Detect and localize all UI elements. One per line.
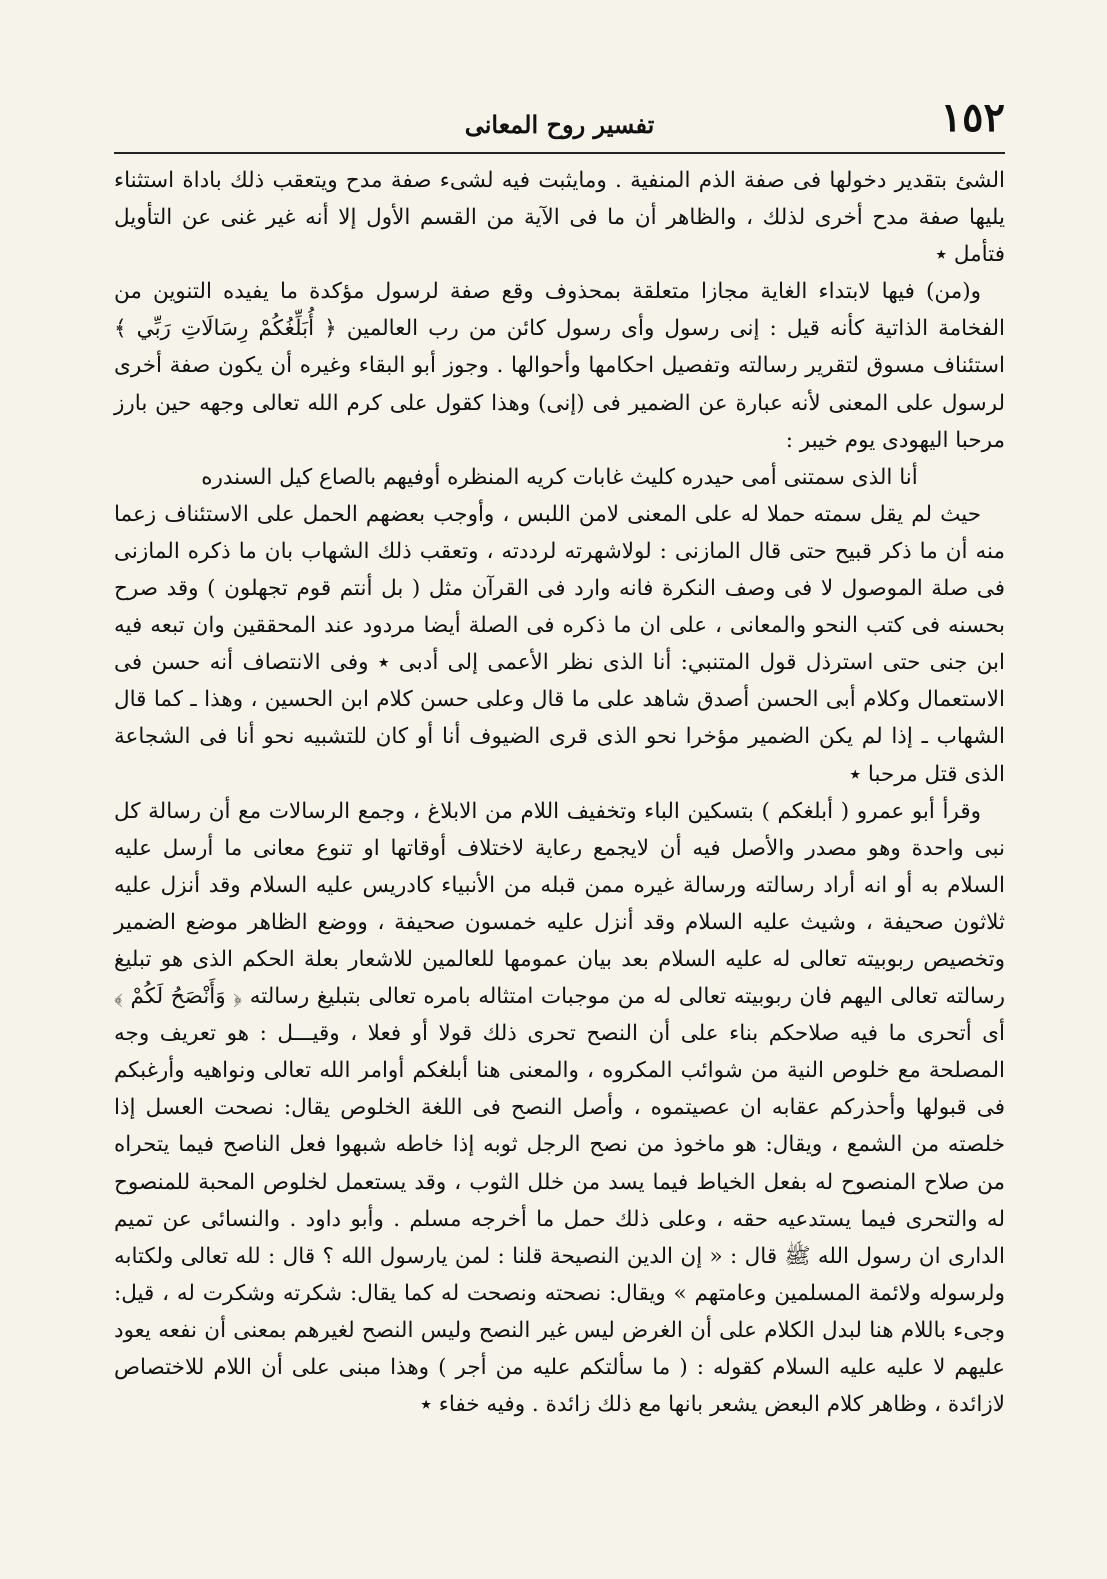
paragraph: الشئ بتقدير دخولها فى صفة الذم المنفية . ومايثبت فيه لشىء صفة مدح ويتعقب ذلك باداة استثناء يليها صفة مدح أخرى لذلك ، والظاهر أن ما فى الآية من القسم الأول إلا أنه غير غنى عن التأويل فتأمل ٭ — [114, 168, 1005, 268]
page-number: ١٥٢ — [940, 94, 1005, 141]
verse-line: أنا الذى سمتنى أمى حيدره كليث غابات كريه المنظره أوفيهم بالصاع كيل السندره — [201, 464, 918, 490]
header-rule — [114, 152, 1005, 154]
paragraph: وقرأ أبو عمرو ( أبلغكم ) بتسكين الباء وتخفيف اللام من الابلاغ ، وجمع الرسالات مع أن رسالة كل نبى واحدة وهو مصدر والأصل فيه أن لايجمع رعاية لاختلاف أوقاتها او تنوع معانى ما أرسل عليه السلام به أو انه أراد رسالته ورسالة غيره ممن قبله من الأنبياء كادريس عليه السلام وقد أنزل عليه ثلاثون صحيفة ، وشيث عليه السلام وقد أنزل عليه خمسون صحيفة ، ووضع الظاهر موضع الضمير وتخصيص ربوبيته تعالى له عليه السلام بعد بيان عمومها للعالمين للاشعار بعلة الحكم الذى هو تبليغ رسالته تعالى اليهم فان ربوبيته تعالى له من موجبات امتثاله بامره تعالى بتبليغ رسالته ﴿ وَأَنْصَحُ لَكُمْ ﴾ أى أتحرى ما فيه صلاحكم بناء على أن النصح تحرى ذلك قولا أو فعلا ، وقيـــل : هو تعريف وجه المصلحة مع خلوص النية من شوائب المكروه ، والمعنى هنا أبلغكم أوامر الله تعالى ونواهيه وأرغبكم فى قبولها وأحذركم عقابه ان عصيتموه ، وأصل النصح فى اللغة الخلوص يقال: نصحت العسل إذا خلصته من الشمع ، ويقال: هو ماخوذ من نصح الرجل ثوبه إذا خاطه شبهوا فعل الناصح فيما يتحراه من صلاح المنصوح له بفعل الخياط فيما يسد من خلل الثوب ، وقد يستعمل لخلوص المحبة للمنصوح له والتحرى فيما يستدعيه حقه ، وعلى ذلك حمل ما أخرجه مسلم . وأبو داود . والنسائى عن تميم الدارى ان رسول الله ﷺ قال : « إن الدين النصيحة قلنا : لمن يارسول الله ؟ قال : لله تعالى ولكتابه ولرسوله ولائمة المسلمين وعامتهم » ويقال: نصحته ونصحت له كما يقال: شكرته وشكرت له ، قيل: وجىء باللام هنا لبدل الكلام على أن الغرض ليس غير النصح وليس النصح لغيرهم بمعنى أن نفعه يعود عليهم لا عليه عليه السلام كقوله : ( ما سألتكم عليه من أجر ) وهذا مبنى على أن اللام للاختصاص لازائدة ، وظاهر كلام البعض يشعر بانها مع ذلك زائدة . وفيه خفاء ٭ — [114, 798, 1005, 1418]
running-title: تفسير روح المعانى — [464, 110, 655, 139]
paragraph: حيث لم يقل سمته حملا له على المعنى لامن اللبس ، وأوجب بعضهم الحمل على الاستئناف زعما منه أن ما ذكر قبيح حتى قال المازنى : لولاشهرته لرددته ، وتعقب ذلك الشهاب بان ما ذكره المازنى فى صلة الموصول لا فى وصف النكرة فانه وارد فى القرآن مثل ( بل أنتم قوم تجهلون ) وقد صرح بحسنه فى كتب النحو والمعانى ، على ان ما ذكره فى الصلة أيضا مردود عند المحققين وان تبعه فيه ابن جنى حتى استرذل قول المتنبي: أنا الذى نظر الأعمى إلى أدبى ٭ وفى الانتصاف أنه حسن فى الاستعمال وكلام أبى الحسن أصدق شاهد على ما قال وعلى حسن كلام ابن الحسين ، وهذا ـ كما قال الشهاب ـ إذا لم يكن الضمير مؤخرا نحو الذى قرى الضيوف أنا أو كان للتشبيه نحو أنا فى الشجاعة الذى قتل مرحبا ٭ — [114, 501, 1005, 787]
paragraph: و(من) فيها لابتداء الغاية مجازا متعلقة بمحذوف وقع صفة لرسول مؤكدة ما يفيده التنوين من الفخامة الذاتية كأنه قيل : إنى رسول وأى رسول كائن من رب العالمين ﴿ أُبَلِّغُكُمْ رِسَالَاتِ رَبِّي ﴾ استئناف مسوق لتقرير رسالته وتفصيل احكامها وأحوالها . وجوز أبو البقاء وغيره أن يكون صفة أخرى لرسول على المعنى لأنه عبارة عن الضمير فى (إنى) وهذا كقول على كرم الله تعالى وجهه حين بارز مرحبا اليهودى يوم خيبر : — [114, 279, 1005, 453]
body-text — [114, 162, 1005, 1423]
page-header — [114, 96, 1005, 150]
